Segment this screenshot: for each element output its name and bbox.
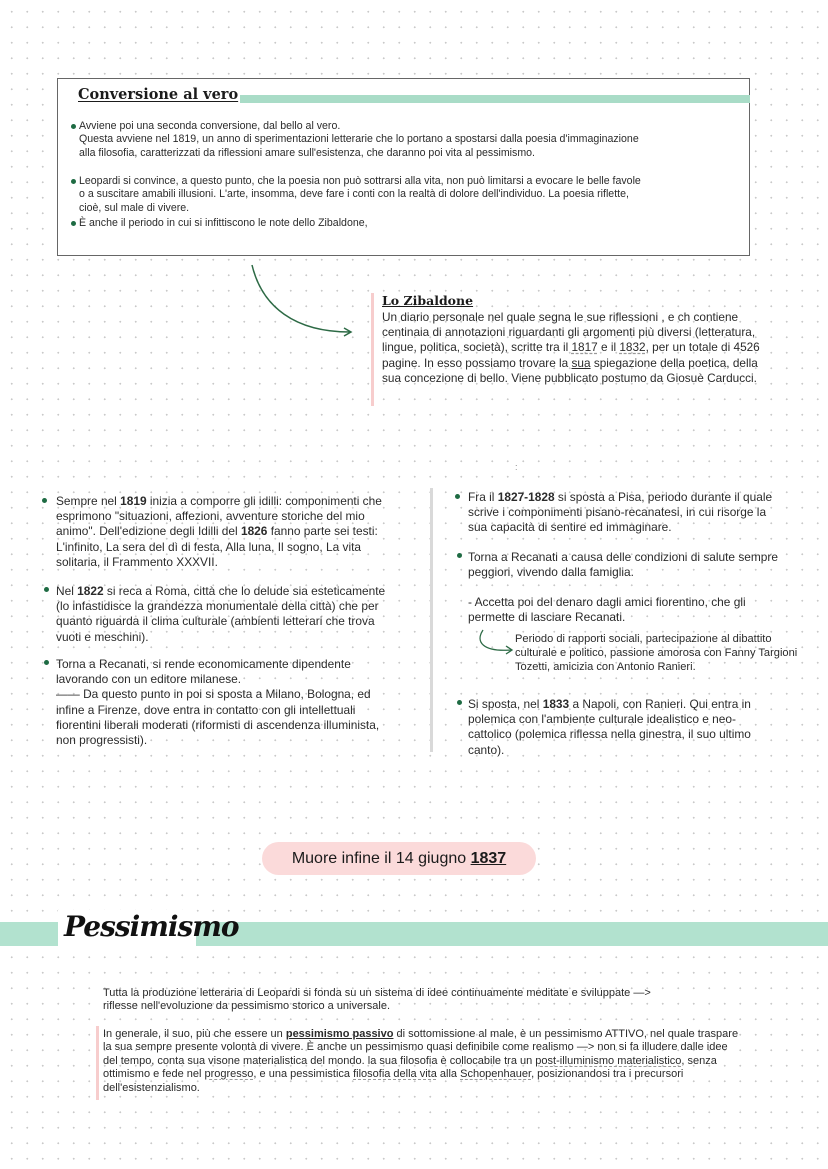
conversione-paragraph-1 [79,120,739,160]
text-span: , per un totale di 4526 pagine. In esso possiamo trovare la [382,340,760,370]
text-span: , e una pessimistica [253,1068,354,1081]
bullet-icon [44,660,49,665]
right-item-napoli [468,697,778,758]
pessimismo-passivo-term: pessimismo passivo [285,1028,394,1040]
bullet-icon [71,124,76,129]
pessimismo-paragraph-2 [103,1028,743,1095]
zibaldone-text [382,310,762,386]
text-line: cioè, sul male di vivere. [79,201,190,214]
bullet-icon [457,700,462,705]
text-span: , senza ottimismo e fede nel [103,1054,717,1081]
bullet-icon [71,179,76,184]
text-span: Nel [56,584,78,598]
year-1827-1828: 1827-1828 [497,490,555,504]
text-span: alla [436,1068,461,1081]
column-divider [430,488,433,752]
stray-mark: : [515,462,518,472]
text-span: spiegazione della poetica, della sua concezione di bello. Viene pubblicato postumo da Giosuè Carducci. [382,355,758,385]
bullet-icon [457,553,462,558]
text-span: inizia a comporre gli idilli: componimenti che esprimono "situazioni, affezioni, avventure storiche del mio animo". Dell'edizione degli Idilli del [56,494,382,539]
right-item-recanati: Torna a Recanati a causa delle condizioni di salute sempre peggiori, vivendo dalla famiglia. [468,550,778,580]
text-span: di sottomissione al male, è un pessimismo ATTIVO, nel quale traspare la sua sempre presente volontà di vivere. È anche un pessimismo quasi definibile come realismo —> non si fa illudere dalle idee del tempo, conta sua visone materialistica del mondo. la sua filosofia è collocabile tra un [103,1028,739,1067]
text-line: riflesse nell'evoluzione da pessimismo storico a universale. [103,1000,391,1013]
text-line: alla filosofia, caratterizzati da riflessioni amare sull'esistenza, che daranno poi vita al pessimismo. [79,146,535,159]
hook-arrow-icon [477,628,515,656]
year-1837: 1837 [470,850,507,867]
text-span: e il [597,340,620,355]
year-1822: 1822 [77,584,104,598]
text-span: In generale, il suo, più che essere un [103,1028,286,1040]
year-1833: 1833 [542,697,570,711]
year-1819: 1819 [120,494,147,508]
bullet-icon [44,587,49,592]
text-line: Tutta la produzione letteraria di Leopardi si fonda su un sistema di idee continuamente meditate e sviluppate —> [103,987,651,999]
conversione-paragraph-3: È anche il periodo in cui si infittiscono le note dello Zibaldone, [79,217,368,229]
post-illuminismo-term: post-illuminismo materialistico [535,1054,682,1067]
right-item-pisa [468,490,788,536]
zibaldone-title: Lo Zibaldone [382,293,474,308]
text-line: Questa avviene nel 1819, un anno di sperimentazioni letterarie che lo portano a spostarsi dalla poesia d'immaginazione [79,133,639,146]
death-date-pill [262,842,536,875]
pessimismo-accent-bar [96,1026,99,1100]
underlined-word: sua [571,355,591,370]
text-line: Leopardi si convince, a questo punto, che la poesia non può sottrarsi alla vita, non può limitarsi a evocare le belle favole [79,175,641,187]
year-1832: 1832 [619,340,646,355]
left-item-1819 [56,494,404,570]
text-line: Avviene poi una seconda conversione, dal bello al vero. [79,120,341,132]
pessimismo-paragraph-1 [103,987,753,1014]
conversione-paragraph-2 [79,175,739,215]
section-title-conversione: Conversione al vero [78,86,239,103]
left-item-1822 [56,584,391,645]
text-line: Torna a Recanati, si rende economicamente dipendente lavorando con un editore milanese. [56,657,351,687]
bullet-icon [42,498,47,503]
bullet-icon [71,221,76,226]
text-span: si reca a Roma, città che lo delude sia esteticamente (lo infastidisce la grandezza monumentale della città) che per quanto riguarda il clima culturale (ambienti letterari che trova vuoti e meschini). [56,584,386,644]
right-note-firenze: Periodo di rapporti sociali, partecipazione al dibattito culturale e politico, passione amorosa con Fanny Targioni Tozetti, amicizia con Antonio Ranieri. [515,633,798,674]
right-subitem-denaro: - Accetta poi del denaro dagli amici fiorentino, che gli permette di lasciare Recanati. [468,595,746,625]
year-1817: 1817 [571,340,598,355]
progresso-term: progresso [204,1068,254,1081]
schopenhauer-term: Schopenhauer [460,1068,532,1081]
text-span: , posizionandosi tra i precursori dell'esistenzialismo. [103,1068,684,1094]
bullet-icon [455,494,460,499]
text-span: si sposta a Pisa, periodo durante il quale scrive i componimenti pisano-recanatesi, in cui risorge la sua capacità di sentire ed immaginare. [468,490,773,535]
filosofia-della-vita-term: filosofia della vita [353,1068,437,1081]
year-1826: 1826 [240,524,268,539]
text-line: —— Da questo punto in poi si sposta a Milano, Bologna, ed infine a Firenze, dove entra in contatto con gli intellettuali fiorentini liberali moderati (riformisti di ascendenza illuminista, non progressisti). [56,687,380,748]
text-span: Muore infine il 14 giugno [291,850,471,867]
text-line: o a suscitare amabili illusioni. L'arte, insomma, deve fare i conti con la realtà di dolore dell'individuo. La poesia riflette, [79,188,629,201]
zibaldone-accent-bar [371,293,374,406]
curved-arrow-icon [240,262,365,342]
section-title-pessimismo: Pessimismo [64,910,239,943]
text-span: fanno parte sei testi: L'infinito, La sera del dì di festa, Alla luna, Il sogno, La vita solitaria, il Frammento XXXVII. [56,524,378,569]
text-span: Si sposta, nel [468,697,543,711]
text-span: Un diario personale nel quale segna le sue riflessioni , e ch contiene centinaia di annotazioni riguardanti gli argomenti più diversi (letteratura, lingue, politica, società), scritte tra il [382,310,756,355]
text-span: Fra il [468,490,498,504]
text-span: Sempre nel [56,494,121,508]
left-item-recanati [56,657,401,748]
text-span: a Napoli, con Ranieri. Qui entra in polemica con l'ambiente culturale idealistico e neo-cattolico (polemica riflessa nella ginestra, il suo ultimo canto). [468,697,751,757]
